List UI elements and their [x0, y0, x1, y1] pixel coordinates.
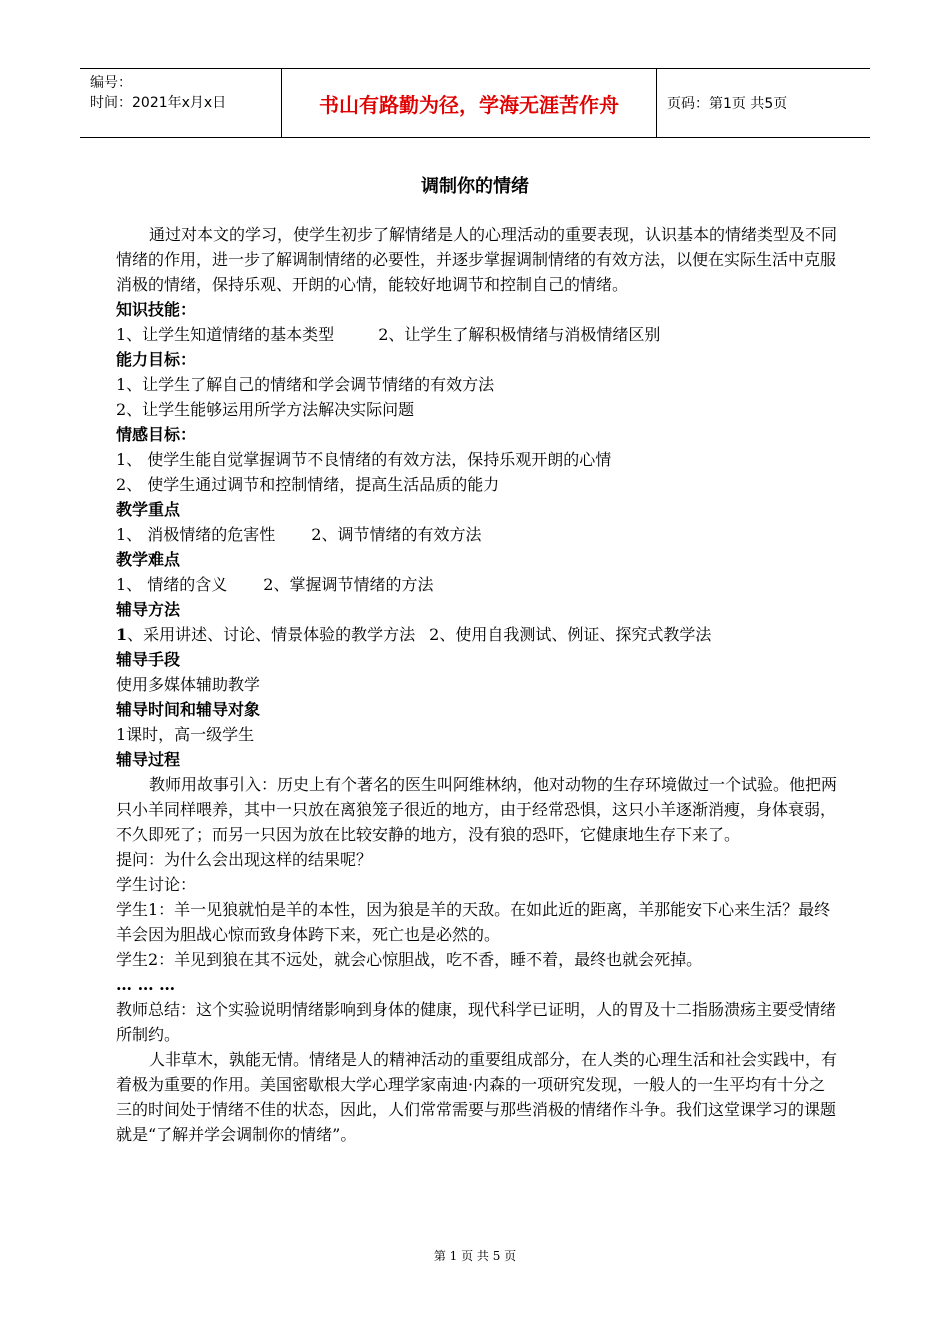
difficulty-1: 1、 情绪的含义	[116, 575, 228, 594]
knowledge-heading: 知识技能：	[116, 300, 197, 319]
time-label: 时间：2021年x月x日	[90, 95, 227, 111]
methods-items	[116, 622, 840, 647]
key-points-heading: 教学重点	[116, 500, 181, 519]
closing-paragraph: 人非草木，孰能无情。情绪是人的精神活动的重要组成部分，在人类的心理生活和社会实践中，有着极为重要的作用。美国密歇根大学心理学家南迪·内森的一项研究发现，一般人的一生平均有十分之三的时间处于情绪不佳的状态，因此，人们常常需要与那些消极的情绪作斗争。我们这堂课学习的课题就是“了解并学会调制你的情绪”。	[116, 1050, 838, 1144]
difficulty-2: 2、掌握调节情绪的方法	[263, 575, 434, 594]
emotion-heading: 情感目标：	[116, 425, 197, 444]
difficulties-items	[116, 572, 840, 597]
means-text: 使用多媒体辅助教学	[116, 675, 261, 694]
intro-paragraph: 通过对本文的学习，使学生初步了解情绪是人的心理活动的重要表现，认识基本的情绪类型及不同情绪的作用，进一步了解调制情绪的必要性，并逐步掌握调制情绪的有效方法，以便在实际生活中克服消极的情绪，保持乐观、开朗的心情，能较好地调节和控制自己的情绪。	[116, 225, 838, 294]
ability-heading: 能力目标：	[116, 350, 197, 369]
key-point-1: 1、 消极情绪的危害性	[116, 525, 276, 544]
story-paragraph: 教师用故事引入：历史上有个著名的医生叫阿维林纳，他对动物的生存环境做过一个试验。他把两只小羊同样喂养，其中一只放在离狼笼子很近的地方，由于经常恐惧，这只小羊逐渐消瘦，身体衰弱，不久即死了；而另一只因为放在比较安静的地方，没有狼的恐吓，它健康地生存下来了。	[116, 775, 838, 844]
method-number-1: 1	[116, 625, 128, 644]
teacher-summary: 教师总结：这个实验说明情绪影响到身体的健康，现代科学已证明，人的胃及十二指肠溃疡主要受情绪所制约。	[116, 1000, 837, 1044]
methods-heading: 辅导方法	[116, 600, 181, 619]
page-footer: 第 1 页 共 5 页	[433, 1249, 517, 1263]
motto: 书山有路勤为径，学海无涯苦作舟	[282, 69, 657, 137]
key-points-items	[116, 522, 840, 547]
student-1-answer: 学生1：羊一见狼就怕是羊的本性，因为狼是羊的天敌。在如此近的距离，羊那能安下心来生活？最终羊会因为胆战心惊而致身体跨下来，死亡也是必然的。	[116, 900, 831, 944]
page-info: 页码：第1页 共5页	[667, 96, 788, 112]
means-heading: 辅导手段	[116, 650, 181, 669]
difficulties-heading: 教学难点	[116, 550, 181, 569]
time-target-heading: 辅导时间和辅导对象	[116, 700, 261, 719]
document-title: 调制你的情绪	[421, 176, 529, 197]
ability-item-1: 1、让学生了解自己的情绪和学会调节情绪的有效方法	[116, 375, 495, 394]
emotion-item-2: 2、 使学生通过调节和控制情绪，提高生活品质的能力	[116, 475, 500, 494]
knowledge-item-1: 1、让学生知道情绪的基本类型	[116, 325, 335, 344]
ability-item-2: 2、让学生能够运用所学方法解决实际问题	[116, 400, 415, 419]
emotion-item-1: 1、 使学生能自觉掌握调节不良情绪的有效方法，保持乐观开朗的心情	[116, 450, 612, 469]
student-2-answer: 学生2：羊见到狼在其不远处，就会心惊胆战，吃不香，睡不着，最终也就会死掉。	[116, 950, 703, 969]
document-header	[80, 68, 870, 138]
time-target-text: 1课时，高一级学生	[116, 725, 255, 744]
number-label: 编号：	[90, 75, 132, 91]
ellipsis-line: … … …	[116, 975, 176, 994]
question-line: 提问：为什么会出现这样的结果呢？	[116, 850, 373, 869]
key-point-2: 2、调节情绪的有效方法	[311, 525, 482, 544]
knowledge-items	[116, 322, 840, 347]
discussion-line: 学生讨论：	[116, 875, 197, 894]
document-body	[116, 222, 840, 1147]
method-1: 、采用讲述、讨论、情景体验的教学方法	[127, 625, 416, 644]
knowledge-item-2: 2、让学生了解积极情绪与消极情绪区别	[378, 325, 661, 344]
header-meta	[80, 69, 282, 137]
method-2: 2、使用自我测试、例证、探究式教学法	[429, 625, 712, 644]
process-heading: 辅导过程	[116, 750, 181, 769]
